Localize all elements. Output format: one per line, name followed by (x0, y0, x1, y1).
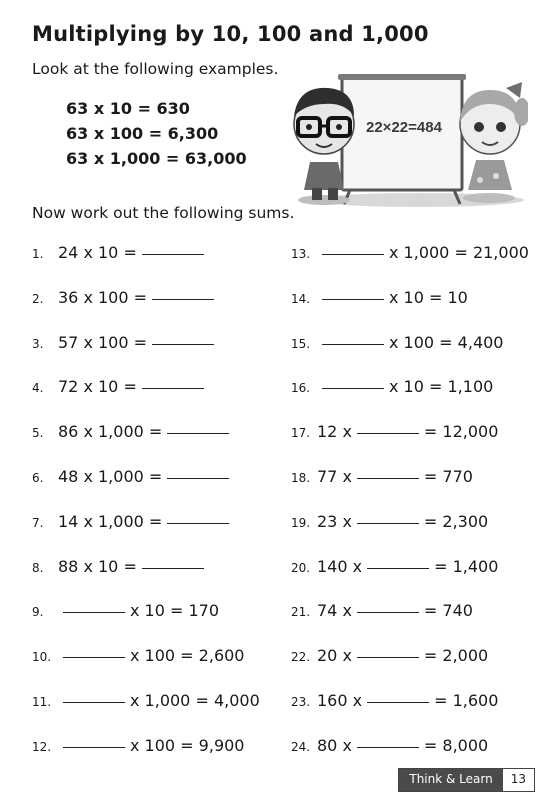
brand-label: Think & Learn (399, 769, 502, 791)
question-number: 20. (291, 560, 311, 575)
question-item (32, 557, 209, 581)
page-number: 13 (503, 769, 534, 791)
question-text-after: x 1,000 = 21,000 (389, 243, 529, 262)
question-item (32, 467, 234, 491)
question-text-after: = 740 (423, 601, 473, 621)
question-text-before: 57 x 100 = (58, 332, 148, 352)
question-item (32, 288, 219, 312)
question-number: 15. (291, 336, 311, 351)
answer-blank[interactable] (322, 387, 384, 389)
answer-blank[interactable] (63, 746, 125, 748)
question-text-before: 160 x (317, 691, 363, 710)
question-number: 5. (32, 426, 44, 441)
question-text-after: x 100 = 4,400 (389, 332, 504, 352)
question-item (291, 601, 473, 625)
answer-blank[interactable] (142, 387, 204, 389)
question-item (32, 512, 234, 536)
question-number: 19. (291, 515, 311, 530)
answer-blank[interactable] (357, 477, 419, 479)
answer-blank[interactable] (357, 522, 419, 524)
answer-blank[interactable] (367, 701, 429, 703)
answer-blank[interactable] (357, 746, 419, 748)
question-number: 18. (291, 471, 311, 485)
question-text-before: 86 x 1,000 = (58, 422, 163, 442)
question-item (32, 422, 234, 446)
answer-blank[interactable] (367, 567, 429, 569)
question-number: 11. (32, 695, 52, 709)
question-text-after: = 1,400 (434, 556, 499, 576)
question-item (291, 467, 473, 491)
question-text-after: x 10 = 170 (130, 601, 220, 621)
question-text-before: 74 x (317, 601, 352, 621)
answer-blank[interactable] (322, 253, 384, 255)
question-text-after: = 8,000 (423, 735, 489, 755)
question-text-before: 88 x 10 = (58, 556, 137, 576)
question-number: 7. (32, 515, 44, 530)
answer-blank[interactable] (142, 567, 204, 569)
instruction-text: Now work out the following sums. (32, 204, 295, 222)
question-number: 6. (32, 471, 44, 485)
question-text-after: = 2,300 (423, 511, 489, 531)
question-item (32, 243, 209, 267)
question-text-after: = 770 (423, 467, 473, 486)
answer-blank[interactable] (63, 611, 125, 613)
question-text-before: 48 x 1,000 = (58, 467, 163, 486)
question-number: 24. (291, 739, 311, 754)
answer-blank[interactable] (142, 253, 204, 255)
question-text-before: 80 x (317, 735, 352, 755)
answer-blank[interactable] (357, 432, 419, 434)
question-text-before: 72 x 10 = (58, 377, 137, 397)
answer-blank[interactable] (152, 343, 214, 345)
question-number: 9. (32, 605, 44, 620)
board-equation: 22×22=484 (366, 119, 442, 136)
answer-blank[interactable] (63, 656, 125, 658)
question-text-before: 14 x 1,000 = (58, 511, 163, 531)
answer-blank[interactable] (357, 611, 419, 613)
question-item (291, 691, 498, 715)
page-footer (398, 768, 535, 792)
question-item (32, 333, 219, 357)
answer-blank[interactable] (167, 522, 229, 524)
question-item (32, 377, 209, 401)
question-number: 8. (32, 560, 44, 575)
question-text-after: x 100 = 2,600 (130, 646, 245, 666)
question-text-after: = 1,600 (434, 691, 499, 710)
question-item (291, 333, 503, 357)
page-title: Multiplying by 10, 100 and 1,000 (32, 22, 429, 46)
answer-blank[interactable] (357, 656, 419, 658)
question-text-before: 36 x 100 = (58, 287, 148, 307)
answer-blank[interactable] (152, 298, 214, 300)
question-item (32, 736, 244, 760)
question-text-after: = 12,000 (423, 422, 499, 442)
question-item (291, 422, 498, 446)
question-item (291, 288, 468, 312)
question-item (291, 377, 493, 401)
question-number: 17. (291, 426, 311, 441)
question-number: 13. (291, 247, 311, 261)
question-text-after: = 2,000 (423, 646, 489, 666)
examples-list (66, 96, 247, 171)
question-number: 14. (291, 291, 311, 306)
question-text-after: x 10 = 10 (389, 287, 468, 307)
question-text-after: x 10 = 1,100 (389, 377, 494, 397)
question-number: 12. (32, 739, 52, 754)
question-text-after: x 100 = 9,900 (130, 735, 245, 755)
answer-blank[interactable] (322, 343, 384, 345)
question-number: 3. (32, 336, 44, 351)
question-text-before: 12 x (317, 422, 352, 442)
question-number: 16. (291, 381, 311, 396)
question-number: 21. (291, 605, 311, 620)
question-item (291, 243, 529, 267)
question-number: 22. (291, 650, 311, 665)
question-number: 4. (32, 381, 44, 396)
example-2: 63 x 100 = 6,300 (66, 124, 219, 143)
question-number: 2. (32, 291, 44, 306)
question-item (32, 601, 219, 625)
answer-blank[interactable] (63, 701, 125, 703)
example-1: 63 x 10 = 630 (66, 99, 190, 118)
question-text-before: 77 x (317, 467, 352, 486)
question-text-before: 23 x (317, 511, 352, 531)
question-text-before: 140 x (317, 556, 363, 576)
example-3: 63 x 1,000 = 63,000 (66, 149, 247, 168)
question-item (291, 736, 488, 760)
intro-text: Look at the following examples. (32, 60, 279, 78)
question-number: 23. (291, 695, 311, 709)
question-item (32, 691, 260, 715)
question-text-before: 20 x (317, 646, 352, 666)
question-number: 10. (32, 650, 52, 665)
question-item (291, 557, 498, 581)
answer-blank[interactable] (322, 298, 384, 300)
question-item (32, 646, 244, 670)
question-text-before: 24 x 10 = (58, 243, 137, 262)
question-item (291, 646, 488, 670)
question-item (291, 512, 488, 536)
answer-blank[interactable] (167, 477, 229, 479)
teacher-kids-illustration (284, 72, 528, 208)
question-number: 1. (32, 247, 44, 261)
question-text-after: x 1,000 = 4,000 (130, 691, 260, 710)
answer-blank[interactable] (167, 432, 229, 434)
